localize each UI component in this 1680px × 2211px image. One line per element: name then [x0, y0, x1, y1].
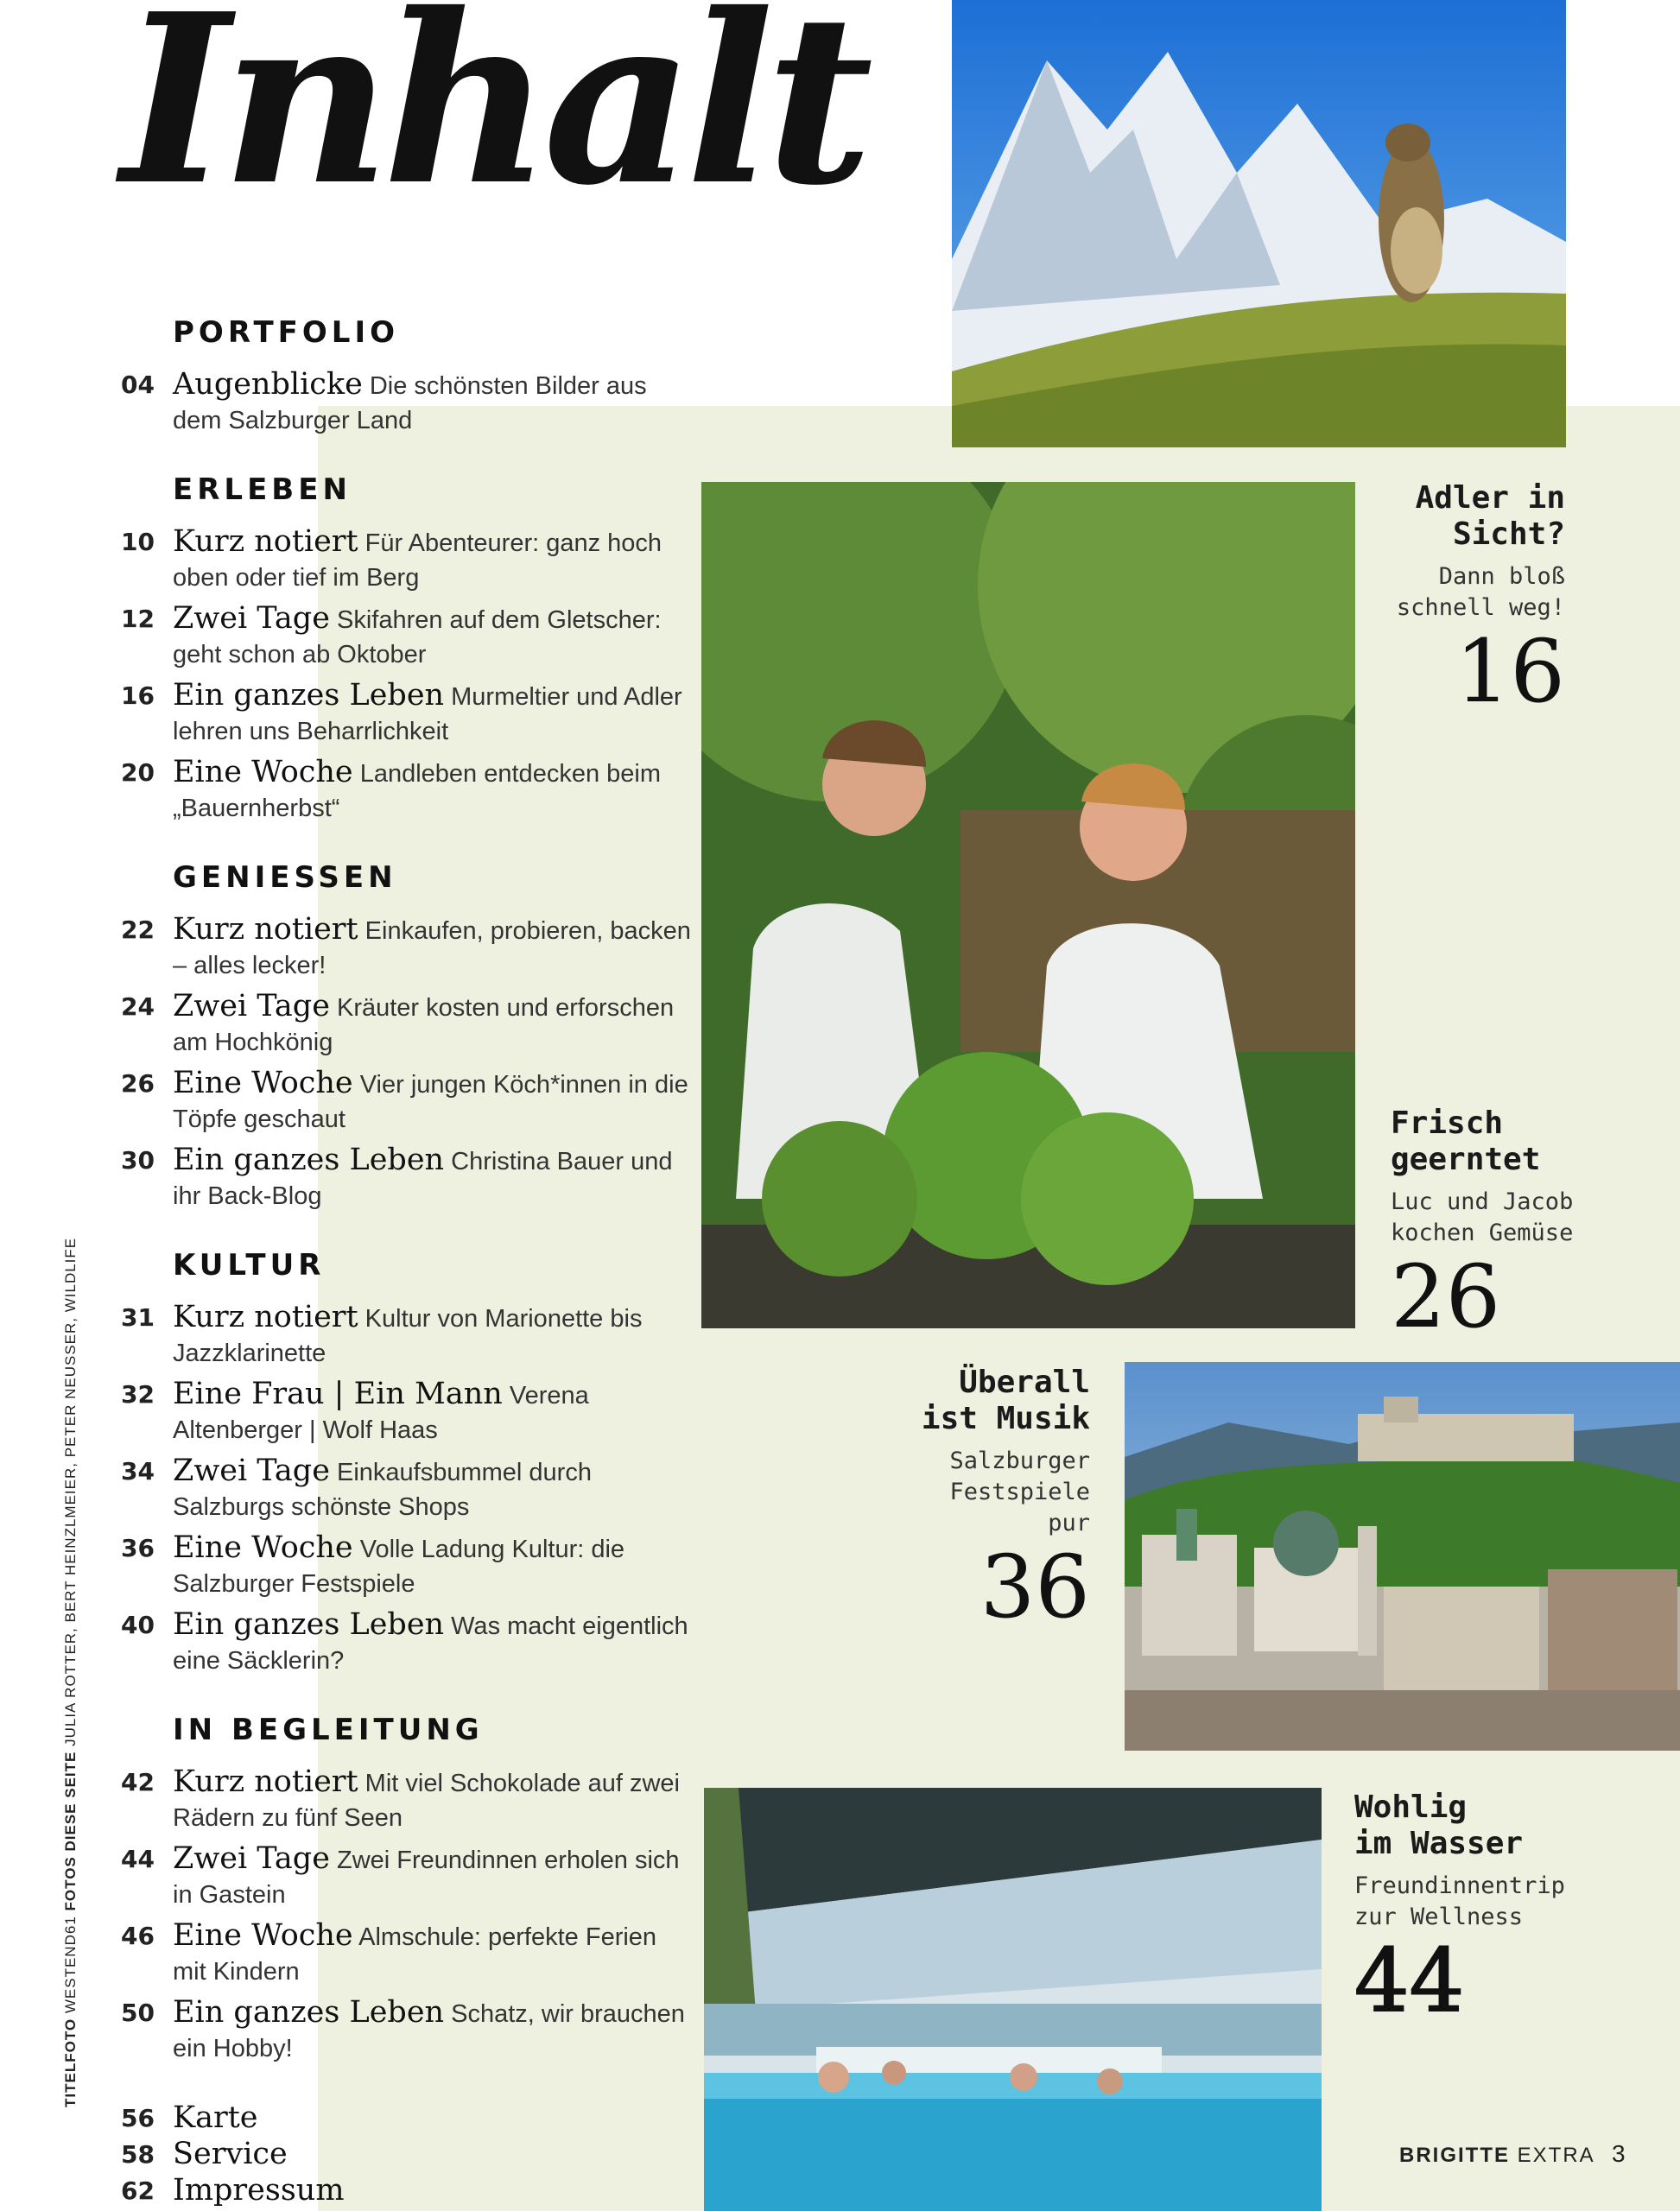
feature-page-number: 26 [1391, 1246, 1501, 1347]
marmot-photo [952, 0, 1566, 447]
credit-label: FOTOS DIESE SEITE [62, 1751, 79, 1911]
entry-kicker: Augenblicke [173, 367, 363, 402]
entry-page-number: 16 [121, 681, 155, 710]
entry-kicker: Ein ganzes Leben [173, 1607, 445, 1642]
entry-text: Kultur von Marionette bis Jazzklarinette [173, 1305, 643, 1367]
toc-entry[interactable] [121, 1066, 691, 1137]
entry-kicker: Zwei Tage [173, 1841, 330, 1876]
entry-text: Einkaufen, probieren, backen – alles lecker! [173, 917, 691, 979]
entry-text: Schatz, wir brauchen ein Hobby! [173, 2000, 685, 2062]
entry-page-number: 40 [121, 1611, 155, 1639]
entry-page-number: 30 [121, 1146, 155, 1175]
entry-kicker: Ein ganzes Leben [173, 1143, 445, 1177]
toc-entry[interactable] [121, 1454, 691, 1524]
entry-page-number: 26 [121, 1069, 155, 1098]
entry-page-number: 58 [121, 2140, 155, 2169]
section-heading: KULTUR [173, 1248, 326, 1283]
feature-subline: Luc und Jacob kochen Gemüse [1391, 1188, 1574, 1246]
toc-entry[interactable] [121, 678, 691, 749]
toc-back-matter [121, 2100, 691, 2209]
toc-entry[interactable] [121, 1143, 691, 1213]
entry-text: Einkaufsbummel durch Salzburgs schönste Shops [173, 1459, 592, 1521]
entry-page-number: 20 [121, 758, 155, 787]
toc-entry[interactable] [121, 2100, 691, 2137]
entry-text: Murmeltier und Adler lehren uns Beharrlichkeit [173, 683, 682, 745]
entry-text: Vier jungen Köch*innen in die Töpfe geschaut [173, 1071, 688, 1133]
feature-teaser-musik[interactable] [898, 1365, 1090, 1638]
entry-text: Kräuter kosten und erforschen am Hochkönig [173, 994, 675, 1056]
toc-entry[interactable] [121, 1377, 691, 1448]
entry-page-number: 36 [121, 1534, 155, 1562]
entry-kicker: Karte [173, 2100, 258, 2135]
entry-page-number: 31 [121, 1303, 155, 1332]
toc-entry[interactable] [121, 989, 691, 1060]
entry-text: Mit viel Schokolade auf zwei Rädern zu fünf Seen [173, 1770, 680, 1832]
feature-subline: Salzburger Festspiele pur [949, 1448, 1090, 1536]
chefs-herbs-photo [701, 482, 1355, 1328]
section-heading: GENIESSEN [173, 860, 397, 895]
entry-text: Für Abenteurer: ganz hoch oben oder tief im Berg [173, 529, 662, 592]
entry-kicker: Zwei Tage [173, 989, 330, 1023]
feature-subline: Freundinnentrip zur Wellness [1354, 1872, 1565, 1930]
magazine-name: BRIGITTE [1399, 2144, 1510, 2167]
entry-text: Skifahren auf dem Gletscher: geht schon ab Oktober [173, 606, 662, 668]
section-heading: ERLEBEN [173, 472, 352, 507]
entry-kicker: Impressum [173, 2173, 345, 2208]
feature-headline: Überall ist Musik [921, 1365, 1090, 1436]
entry-kicker: Eine Woche [173, 1530, 353, 1565]
entry-page-number: 42 [121, 1768, 155, 1796]
entry-text: Die schönsten Bilder aus dem Salzburger Land [173, 372, 647, 434]
toc-entry[interactable] [121, 2173, 691, 2209]
entry-kicker: Ein ganzes Leben [173, 1995, 445, 2030]
entry-kicker: Service [173, 2137, 288, 2171]
magazine-edition: EXTRA [1517, 2144, 1594, 2167]
entry-page-number: 32 [121, 1380, 155, 1409]
feature-teaser-frisch[interactable] [1391, 1106, 1667, 1347]
page-number: 3 [1612, 2140, 1627, 2167]
entry-page-number: 22 [121, 915, 155, 944]
toc-entry[interactable] [121, 1841, 691, 1912]
toc-entry[interactable] [121, 1918, 691, 1989]
toc-section-geniessen [121, 860, 691, 1213]
entry-text: Was macht eigentlich eine Säcklerin? [173, 1612, 688, 1675]
entry-page-number: 56 [121, 2104, 155, 2132]
entry-text: Zwei Freundinnen erholen sich in Gastein [173, 1847, 680, 1909]
credit-label: TITELFOTO [62, 2018, 79, 2107]
page-folio [1399, 2140, 1627, 2168]
entry-page-number: 12 [121, 605, 155, 633]
feature-page-number: 44 [1354, 1930, 1465, 2031]
toc-entry[interactable] [121, 1764, 691, 1835]
entry-kicker: Eine Frau | Ein Mann [173, 1377, 503, 1411]
toc-entry[interactable] [121, 912, 691, 983]
toc-section-portfolio [121, 315, 691, 438]
entry-text: Christina Bauer und ihr Back-Blog [173, 1148, 673, 1210]
feature-teaser-wasser[interactable] [1354, 1790, 1648, 2031]
toc-entry[interactable] [121, 367, 691, 438]
feature-headline: Frisch geerntet [1391, 1106, 1541, 1177]
entry-kicker: Eine Woche [173, 755, 353, 789]
salzburg-city-photo [1125, 1362, 1680, 1751]
toc-entry[interactable] [121, 755, 691, 826]
table-of-contents [121, 315, 691, 2209]
credit-value: WESTEND61 [62, 1916, 79, 2014]
toc-entry[interactable] [121, 1300, 691, 1371]
section-heading: PORTFOLIO [173, 315, 400, 350]
toc-section-in-begleitung [121, 1713, 691, 2066]
entry-kicker: Kurz notiert [173, 1300, 358, 1334]
entry-kicker: Kurz notiert [173, 912, 358, 947]
feature-teaser-adler[interactable] [1365, 480, 1565, 722]
entry-page-number: 62 [121, 2176, 155, 2205]
photo-credit [62, 1237, 79, 2107]
toc-entry[interactable] [121, 524, 691, 595]
entry-kicker: Zwei Tage [173, 1454, 330, 1488]
entry-kicker: Kurz notiert [173, 524, 358, 559]
entry-page-number: 46 [121, 1922, 155, 1950]
entry-text: Landleben entdecken beim „Bauernherbst“ [173, 760, 661, 822]
entry-page-number: 24 [121, 992, 155, 1021]
entry-page-number: 34 [121, 1457, 155, 1486]
feature-page-number: 36 [979, 1536, 1090, 1638]
toc-entry[interactable] [121, 1995, 691, 2066]
entry-text: Almschule: perfekte Ferien mit Kindern [173, 1923, 657, 1986]
feature-headline: Wohlig im Wasser [1354, 1790, 1524, 1861]
toc-entry[interactable] [121, 601, 691, 672]
feature-headline: Adler in Sicht? [1415, 480, 1565, 552]
entry-kicker: Zwei Tage [173, 601, 330, 636]
feature-subline: Dann bloß schnell weg! [1396, 563, 1565, 621]
toc-section-kultur [121, 1248, 691, 1678]
entry-kicker: Eine Woche [173, 1918, 353, 1953]
toc-entry[interactable] [121, 2137, 691, 2173]
entry-page-number: 50 [121, 1999, 155, 2027]
entry-kicker: Kurz notiert [173, 1764, 358, 1799]
entry-text: Volle Ladung Kultur: die Salzburger Festspiele [173, 1536, 625, 1598]
entry-kicker: Eine Woche [173, 1066, 353, 1100]
page-title: Inhalt [121, 0, 865, 237]
credit-value: JULIA ROTTER, BERT HEINZLMEIER, PETER NEUSSER, WILDLIFE [62, 1237, 79, 1746]
entry-kicker: Ein ganzes Leben [173, 678, 445, 713]
entry-page-number: 44 [121, 1845, 155, 1873]
entry-text: Verena Altenberger | Wolf Haas [173, 1382, 589, 1444]
toc-entry[interactable] [121, 1530, 691, 1601]
entry-page-number: 10 [121, 528, 155, 556]
section-heading: IN BEGLEITUNG [173, 1713, 484, 1747]
toc-entry[interactable] [121, 1607, 691, 1678]
thermal-pool-photo [704, 1788, 1322, 2211]
toc-section-erleben [121, 472, 691, 826]
entry-page-number: 04 [121, 371, 155, 399]
feature-page-number: 16 [1455, 621, 1565, 722]
